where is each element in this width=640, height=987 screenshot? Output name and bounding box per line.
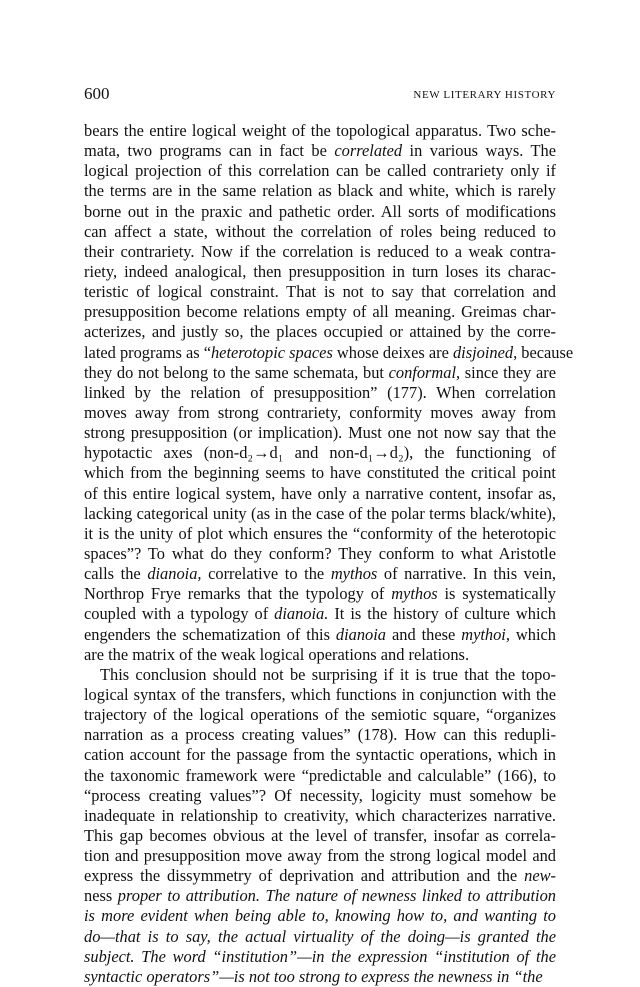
- text-line: lacking categorical unity (as in the case of the polar terms black/white),: [84, 503, 556, 523]
- text-line: the taxonomic framework were “predictable and calculable” (166), to: [84, 765, 556, 785]
- text-line: cation account for the passage from the syntactic operations, which in: [84, 745, 556, 765]
- text-line: logical syntax of the transfers, which functions in conjunction with the: [84, 684, 556, 704]
- text-line: inadequate in relationship to creativity, which characterizes narrative.: [84, 805, 556, 825]
- text-line: bears the entire logical weight of the topological apparatus. Two sche-: [84, 121, 556, 140]
- text-line: borne out in the praxic and pathetic order. All sorts of modifications: [84, 201, 556, 221]
- text-line: tion and presupposition move away from the strong logical model and: [84, 846, 556, 866]
- text-line: subject. The word “institution”—in the expression “institution of the: [84, 946, 556, 966]
- text-line: ness proper to attribution. The nature of newness linked to attribution: [84, 886, 556, 906]
- paragraph: [84, 121, 574, 665]
- text-line: This gap becomes obvious at the level of transfer, insofar as correla-: [84, 825, 556, 845]
- page-header: [84, 84, 556, 104]
- text-line: Northrop Frye remarks that the typology of mythos is systematically: [84, 584, 556, 604]
- text-line: This conclusion should not be surprising if it is true that the topo-: [100, 664, 556, 684]
- text-line: lated programs as “heterotopic spaces whose deixes are disjoined, because: [84, 342, 574, 362]
- text-line: of this entire logical system, have only a narrative content, insofar as,: [84, 483, 556, 503]
- text-line: linked by the relation of presupposition” (177). When correlation: [84, 382, 556, 402]
- text-line: coupled with a typology of dianoia. It is the history of culture which: [84, 604, 556, 624]
- text-line: syntactic operators”—is not too strong to express the newness in “the: [84, 966, 543, 986]
- text-line: express the dissymmetry of deprivation and attribution and the new-: [84, 866, 556, 886]
- text-line: logical projection of this correlation can be called contrariety only if: [84, 161, 556, 181]
- text-line: they do not belong to the same schemata, but conformal, since they are: [84, 362, 557, 382]
- text-line: are the matrix of the weak logical operations and relations.: [84, 644, 470, 664]
- text-line: “process creating values”? Of necessity, logicity must somehow be: [84, 785, 556, 805]
- paragraph: [84, 665, 556, 987]
- text-line: acterizes, and justly so, the places occupied or attained by the corre-: [84, 322, 556, 342]
- text-line: spaces”? To what do they conform? They conform to what Aristotle: [84, 543, 556, 563]
- text-line: trajectory of the logical operations of the semiotic square, “organizes: [84, 705, 556, 725]
- body-text: [84, 121, 574, 987]
- text-line: calls the dianoia, correlative to the mythos of narrative. In this vein,: [84, 564, 557, 584]
- text-line: their contrariety. Now if the correlation is reduced to a weak contra-: [84, 241, 556, 261]
- text-line: which from the beginning seems to have constituted the critical point: [84, 463, 556, 483]
- text-line: riety, indeed analogical, then presupposition in turn loses its charac-: [84, 261, 556, 281]
- text-line: the terms are in the same relation as black and white, which is rarely: [84, 181, 556, 201]
- text-line: narration as a process creating values” (178). How can this redupli-: [84, 725, 556, 745]
- text-line: moves away from strong contrariety, conformity moves away from: [84, 402, 556, 422]
- text-line: presupposition become relations empty of all meaning. Greimas char-: [84, 302, 556, 322]
- text-line: hypotactic axes (non-d₂→d₁ and non-d₁→d₂), the functioning of: [84, 443, 556, 463]
- text-line: strong presupposition (or implication). Must one not now say that the: [84, 423, 556, 443]
- text-line: mata, two programs can in fact be correlated in various ways. The: [84, 141, 556, 161]
- text-line: is more evident when being able to, knowing how to, and wanting to: [84, 906, 556, 926]
- text-line: engenders the schematization of this dianoia and these mythoi, which: [84, 624, 556, 644]
- text-line: do—that is to say, the actual virtuality of the doing—is granted the: [84, 926, 556, 946]
- running-head: NEW LITERARY HISTORY: [413, 89, 556, 101]
- page-number: 600: [84, 84, 110, 103]
- text-line: can affect a state, without the correlation of roles being reduced to: [84, 221, 556, 241]
- text-line: teristic of logical constraint. That is not to say that correlation and: [84, 282, 556, 302]
- text-line: it is the unity of plot which ensures the “conformity of the heterotopic: [84, 523, 556, 543]
